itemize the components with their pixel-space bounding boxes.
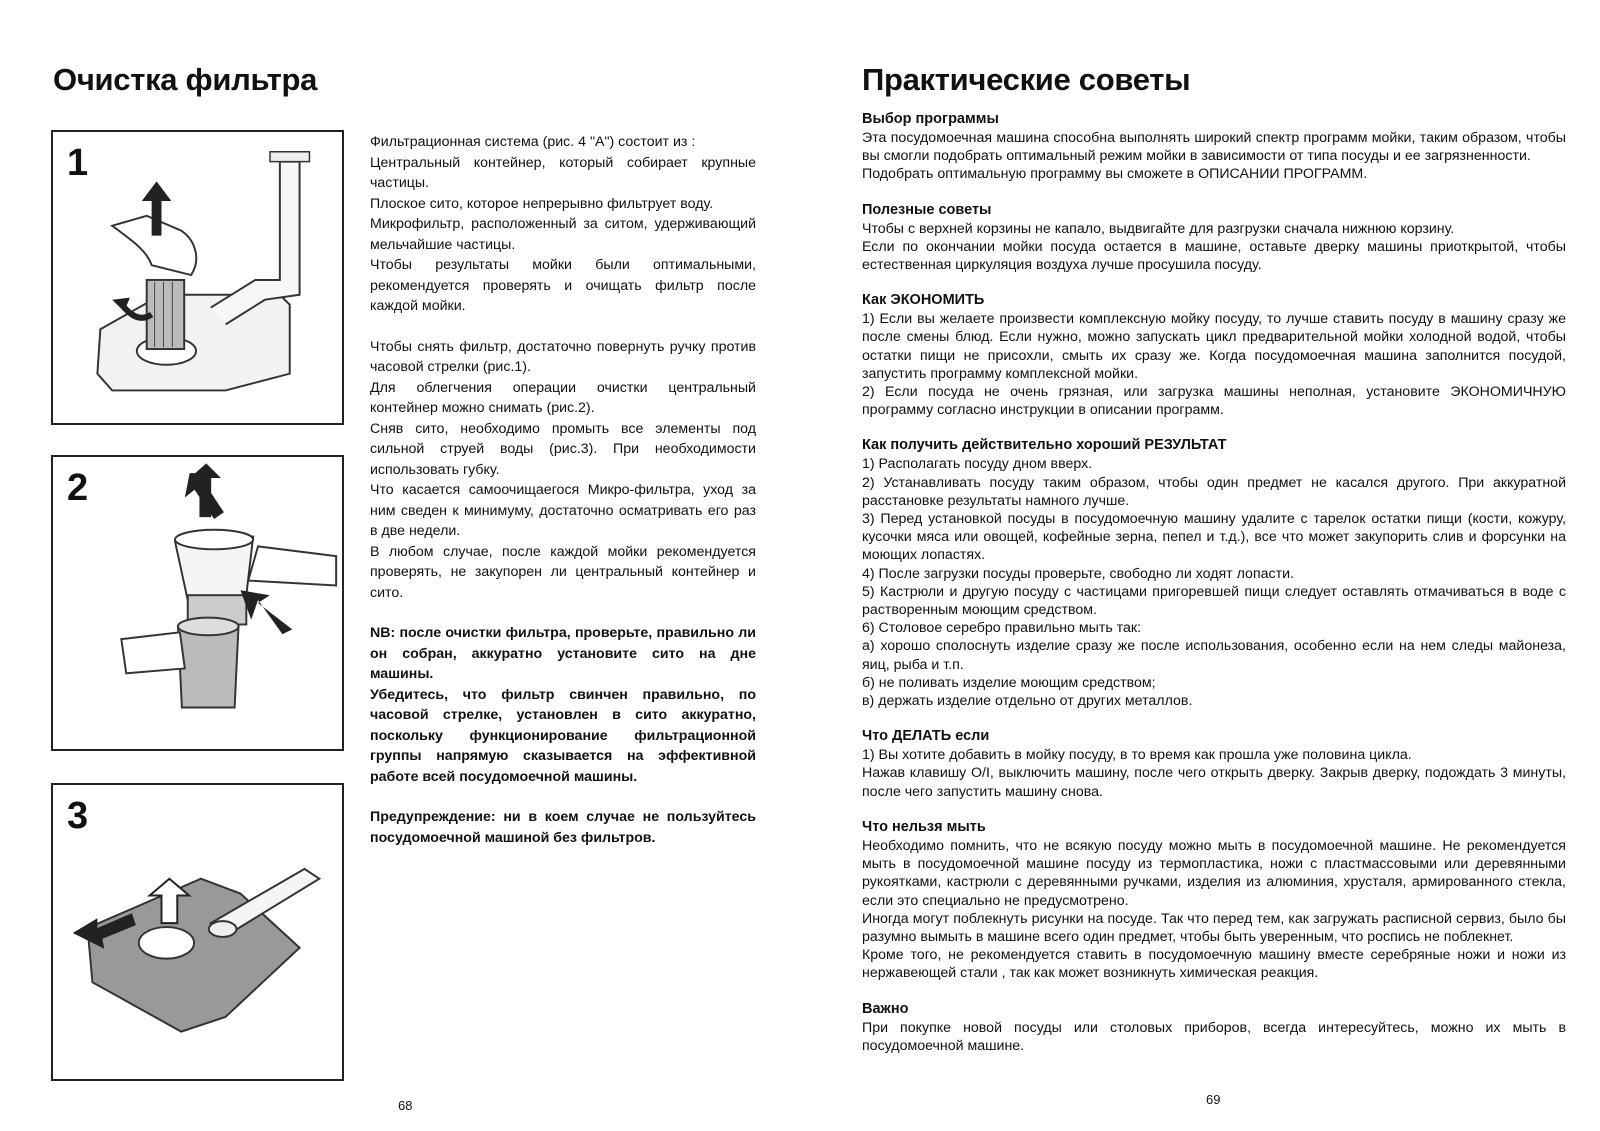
section-program-choice	[862, 110, 1566, 184]
section-text: а) хорошо сполоснуть изделие сразу же после использования, особенно если на нем следы майонеза, яиц, рыба и т.п.	[862, 638, 1566, 673]
paragraph: Плоское сито, которое непрерывно фильтрует воду.	[370, 195, 714, 212]
section-text: Подобрать оптимальную программу вы сможете в ОПИСАНИИ ПРОГРАММ.	[862, 166, 1368, 183]
paragraph: Что касается самоочищаегося Микро-фильтра, уход за ним сведен к минимуму, достаточно осматривать его раз в две недели.	[370, 482, 756, 539]
section-text: Если по окончании мойки посуда остается в машине, оставьте дверку машины приоткрытой, чтобы естественная циркуляция воздуха лучше просушила посуду.	[862, 238, 1566, 274]
section-heading: Как ЭКОНОМИТЬ	[862, 292, 985, 309]
section-heading: Полезные советы	[862, 201, 992, 218]
section-text: 4) После загрузки посуды проверьте, свободно ли ходят лопасти.	[862, 565, 1294, 582]
section-text: в) держать изделие отдельно от других металлов.	[862, 693, 1193, 710]
section-text: б) не поливать изделие моющим средством;	[862, 674, 1156, 691]
figure-2	[51, 455, 344, 751]
filter-cleaning-text	[370, 132, 756, 848]
paragraph: Фильтрационная система (рис. 4 "А") состоит из :	[370, 134, 696, 150]
paragraph: Центральный контейнер, который собирает крупные частицы.	[370, 154, 756, 191]
section-text: Чтобы с верхней корзины не капало, выдвигайте для разгрузки сначала нижнюю корзину.	[862, 220, 1455, 237]
section-text: При покупке новой посуды или столовых приборов, всегда интересуйтесь, можно их мыть в посудомоечной машине.	[862, 1019, 1566, 1054]
container-removal-illustration	[53, 457, 342, 749]
sieve-removal-illustration	[53, 785, 342, 1079]
section-text: Эта посудомоечная машина способна выполнять широкий спектр программ мойки, таким образом, чтобы вы смогли подобрать оптимальный режим мойки в зависимости от типа посуды и ее загрязненности.	[862, 130, 1566, 165]
section-text: 2) Если посуда не очень грязная, или загрузка машины неполная, установите ЭКОНОМИЧНУЮ программу согласно инструкции в описании программ.	[862, 384, 1566, 419]
paragraph: В любом случае, после каждой мойки рекомендуется проверять, не закупорен ли центральный контейнер и сито.	[370, 543, 756, 601]
warning-paragraph: Предупреждение: ни в коем случае не пользуйтесь посудомоечной машиной без фильтров.	[370, 809, 756, 846]
section-heading: Важно	[862, 1000, 909, 1017]
practical-tips	[862, 110, 1566, 1072]
section-text: 1) Вы хотите добавить в мойку посуду, в то время как прошла уже половина цикла.	[862, 747, 1412, 764]
paragraph: Для облегчения операции очистки центральный контейнер можно снимать (рис.2).	[370, 379, 756, 416]
section-text: 6) Столовое серебро правильно мыть так:	[862, 620, 1142, 637]
section-text: Кроме того, не рекомендуется ставить в посудомоечную машину вместе серебряные ножи и ножи из нержавеющей стали , так как может возникнуть химическая реакция.	[862, 947, 1566, 982]
paragraph: Чтобы снять фильтр, достаточно повернуть ручку против часовой стрелки (рис.1).	[370, 338, 756, 375]
section-text: 2) Устанавливать посуду таким образом, чтобы один предмет не касался другого. При аккуратной расстановке результаты намного лучше.	[862, 474, 1566, 509]
section-heading: Как получить действительно хороший РЕЗУЛЬТАТ	[862, 437, 1227, 454]
section-text: 1) Располагать посуду дном вверх.	[862, 456, 1093, 473]
section-useful-tips	[862, 201, 1566, 275]
page-number-right: 69	[1206, 1092, 1221, 1107]
figure-1	[51, 130, 344, 425]
section-important	[862, 1000, 1566, 1055]
figure-number: 2	[67, 467, 89, 509]
section-text: Иногда могут поблекнуть рисунки на посуде. Так что перед тем, как загружать расписной сервиз, было бы разумно вымыть в машине всего один предмет, чтобы быть уверенным, что роспись не поблекнет.	[862, 910, 1566, 945]
section-text: 5) Кастрюли и другую посуду с частицами пригоревшей пищи следует оставлять отмачиваться в воде с растворенным моющим средством.	[862, 583, 1566, 619]
section-text: Необходимо помнить, что не всякую посуду можно мыть в посудомоечной машине. Не рекомендуется мыть в посудомоечной машине посуду из термопластика, ножи с пластмассовыми или деревянными рукоятками, кастрюли с деревянными ручками, изделия из алюминия, хрусталя, армированного стекла, если это специально не предусмотрено.	[862, 837, 1566, 909]
section-good-result	[862, 436, 1566, 710]
section-economy	[862, 291, 1566, 419]
nb-block	[370, 623, 756, 848]
figure-number: 1	[67, 142, 89, 184]
section-heading: Что ДЕЛАТЬ если	[862, 728, 990, 745]
nb-paragraph: NB: после очистки фильтра, проверьте, правильно ли он собран, аккуратно установите сито на дне машины.	[370, 625, 756, 682]
section-text: 1) Если вы желаете произвести комплексную мойку посуду, то лучше ставить посуду в машину сразу же после смены блюд. Если нужно, можно запускать цикл предварительной мойки холодной водой, чтобы остатки пищи не присохли, смыть их сразу же. Когда посудомоечная машина заполнится посудой, запустить программу комплексной мойки.	[862, 311, 1566, 382]
section-text: Нажав клавишу О/I, выключить машину, после чего открыть дверку. Закрыв дверку, подождать 3 минуты, после чего запустить машину снова.	[862, 765, 1566, 800]
section-heading: Что нельзя мыть	[862, 818, 986, 835]
paragraph: Сняв сито, необходимо промыть все элементы под сильной струей воды (рис.3). При необходимости использовать губку.	[370, 420, 756, 478]
section-text: 3) Перед установкой посуды в посудомоечную машину удалите с тарелок остатки пищи (кости, кожуру, кусочки мяса или овощей, кофейные зерна, пепел и т.д.), все что может закупорить слив и форсунки на моющих лопастях.	[862, 511, 1566, 564]
page-title-left: Очистка фильтра	[53, 62, 318, 97]
section-do-not-wash	[862, 818, 1566, 983]
nb-paragraph: Убедитесь, что фильтр свинчен правильно, по часовой стрелке, установлен в сито аккуратно, поскольку функционирование фильтрационной группы напрямую сказывается на эффективной работе всей посудомоечной машины.	[370, 686, 756, 785]
section-what-to-do	[862, 727, 1566, 801]
figure-3	[51, 783, 344, 1081]
section-heading: Выбор программы	[862, 111, 999, 127]
page-number-left: 68	[398, 1098, 413, 1113]
figure-number: 3	[67, 795, 89, 837]
paragraph: Чтобы результаты мойки были оптимальными, рекомендуется проверять и очищать фильтр после каждой мойки.	[370, 257, 756, 314]
paragraph: Микрофильтр, расположенный за ситом, удерживающий мельчайшие частицы.	[370, 216, 756, 253]
filter-removal-illustration	[53, 132, 342, 423]
page-title-right: Практические советы	[862, 62, 1191, 97]
